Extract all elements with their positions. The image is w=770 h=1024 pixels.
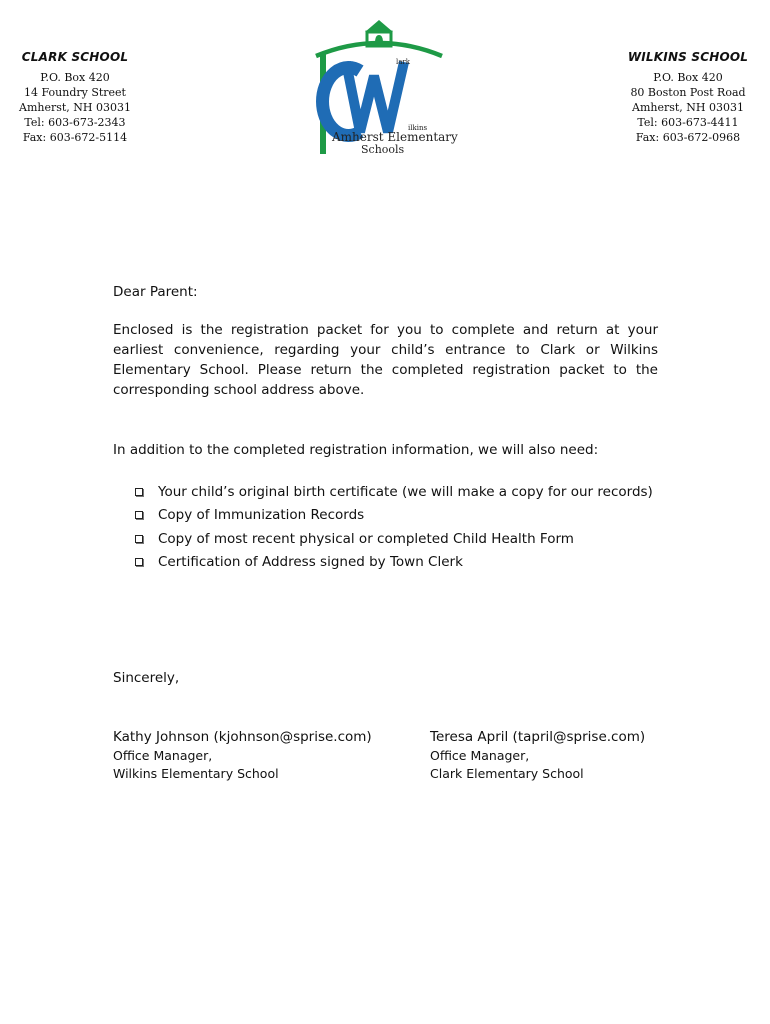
logo-wilkins-word: ilkins [408, 124, 428, 132]
signatory-school: Wilkins Elementary School [113, 766, 279, 781]
checkbox-bullet-icon [135, 488, 143, 496]
wilkins-phone: Tel: 603-673-4411 [637, 116, 739, 129]
checkbox-bullet-icon [135, 558, 143, 566]
signatory-title: Office Manager, [430, 748, 530, 763]
wilkins-school-name: WILKINS SCHOOL [627, 50, 749, 64]
signatory-school: Clark Elementary School [430, 766, 584, 781]
list-item [135, 504, 653, 528]
signatory-name: Kathy Johnson (kjohnson@sprise.com) [113, 729, 372, 745]
letter-paragraph-intro: Enclosed is the registration packet for you to complete and return at your earliest convenience, regarding your child’s entrance to Clark or Wilkins Elementary School. Please return the completed registration packet to the corresponding school address above. [113, 322, 658, 398]
letter-closing: Sincerely, [113, 670, 180, 686]
list-item [135, 551, 653, 575]
signatory-title: Office Manager, [113, 748, 213, 763]
logo-school-name-line1: Amherst Elementary [332, 130, 458, 144]
list-item-text: Your child’s original birth certificate (we will make a copy for our records) [158, 483, 653, 500]
wilkins-address-block [613, 50, 763, 145]
list-item [135, 527, 653, 551]
list-item-text: Certification of Address signed by Town Clerk [158, 554, 463, 571]
amherst-schools-logo [312, 16, 458, 158]
signature-block-clark [430, 728, 645, 783]
clark-school-name: CLARK SCHOOL [21, 50, 129, 64]
clark-address-line: 14 Foundry Street [24, 86, 126, 99]
wilkins-address-line: Amherst, NH 03031 [632, 101, 744, 114]
list-item [135, 480, 653, 504]
wilkins-address-line: 80 Boston Post Road [630, 86, 746, 99]
wilkins-address-line: P.O. Box 420 [653, 71, 723, 84]
signature-block-wilkins [113, 728, 372, 783]
letter-salutation: Dear Parent: [113, 284, 198, 300]
clark-address-line: Amherst, NH 03031 [19, 101, 131, 114]
list-item-text: Copy of Immunization Records [158, 507, 365, 524]
clark-phone: Tel: 603-673-2343 [24, 116, 126, 129]
signatory-name: Teresa April (tapril@sprise.com) [430, 729, 646, 745]
logo-clark-word: lark [396, 58, 410, 66]
clark-address-block [0, 50, 150, 145]
checkbox-bullet-icon [135, 511, 143, 519]
checkbox-bullet-icon [135, 535, 143, 543]
letter-paragraph-requirements: In addition to the completed registration information, we will also need: [113, 442, 599, 458]
list-item-text: Copy of most recent physical or completed Child Health Form [158, 530, 574, 547]
clark-fax: Fax: 603-672-5114 [22, 131, 128, 144]
clark-address-line: P.O. Box 420 [40, 71, 110, 84]
wilkins-fax: Fax: 603-672-0968 [635, 131, 741, 144]
requirements-list [135, 480, 653, 574]
logo-school-name-line2: Schools [361, 143, 405, 156]
